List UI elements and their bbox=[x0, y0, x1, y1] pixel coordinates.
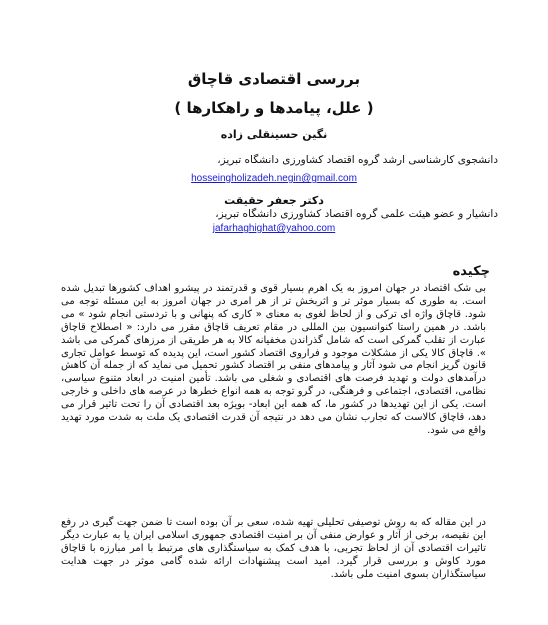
paper-subtitle: ( علل، پیامدها و راهکارها ) bbox=[174, 99, 374, 117]
author-1-affiliation: دانشجوی کارشناسی ارشد گروه اقتصاد کشاورزی دانشگاه تبریز، bbox=[217, 154, 498, 166]
abstract-heading: چکیده bbox=[452, 264, 490, 279]
abstract-paragraph-1: بی شک اقتصاد در جهان امروز به یک اهرم بسیار قوی و قدرتمند در پیشرو اهداف کشورها تبدیل شده است. به طوری که بسیار موثر تر و اثربخش تر از هر امری در جهان امروز به این مسئله توجه می شود. قاچاق واژه ای ترکی و از لحاظ لغوی به معنای « کاری که پنهانی و با تردستی انجام شود » می باشد. در همین راستا کنوانسیون بین المللی در مقام تعریف قاچاق مقرر می دارد: « اصطلاح قاچاق عبارت از تقلب گمرکی است که شامل گذراندن مخفیانه کالا به هر طریقی از مرزهای گمرکی می باشد ». قاچاق کالا یکی از مشکلات موجود و فراروی اقتصاد کشور است، این پدیده که توسط عوامل تجاری قانون گریز انجام می شود آثار و پیامدهای منفی بر اقتصاد کشور تحمیل می نماید که از جمله آن کاهش درآمدهای دولت و تهدید فرصت های اقتصادی و شغلی می باشد. تأمین امنیت در ابعاد متنوع سیاسی، نظامی، اقتصادی، اجتماعی و فرهنگی، در گرو توجه به همه انواع خطرها در عرصه های داخلی و خارجی است. یکی از این تهدیدها در کشور ما، که همه این ابعاد- بویژه بعد اقتصادی آن را تحت تاثیر قرار می دهد، قاچاق کالاست که تجارب نشان می دهد در نتیجه آن قدرت اقتصادی یک ملت به شدت مورد تهدید واقع می شود. bbox=[61, 283, 486, 436]
author-2-name: دکتر جعفر حقیقت bbox=[224, 194, 324, 207]
author-1-name: نگین حسینقلی زاده bbox=[220, 128, 328, 141]
paper-title: بررسی اقتصادی قاچاق bbox=[187, 70, 361, 88]
author-1-email-link[interactable]: hosseingholizadeh.negin@gmail.com bbox=[191, 173, 357, 184]
abstract-paragraph-2: در این مقاله که به روش توصیفی تحلیلی تهیه شده، سعی بر آن بوده است تا ضمن جهت گیری در رفع این نقیصه، برخی از آثار و عوارض منفی آن بر امنیت اقتصادی جمهوری اسلامی ایران یا به عبارت دیگر تاثیرات اقتصادی آن از لحاظ تجربی، با هدف کمک به سیاستگذاری های مرتبط با امر مبارزه با قاچاق مورد کاوش و بررسی قرار گیرد. امید است پیشنهادات ارائه شده گامی موثر در جهت هدایت سیاستگذاران بسوی امنیت ملی باشد. bbox=[61, 517, 486, 580]
author-2-affiliation: دانشیار و عضو هیئت علمی گروه اقتصاد کشاورزی دانشگاه تبریز، bbox=[215, 208, 498, 220]
author-2-email-link[interactable]: jafarhaghighat@yahoo.com bbox=[212, 223, 336, 234]
